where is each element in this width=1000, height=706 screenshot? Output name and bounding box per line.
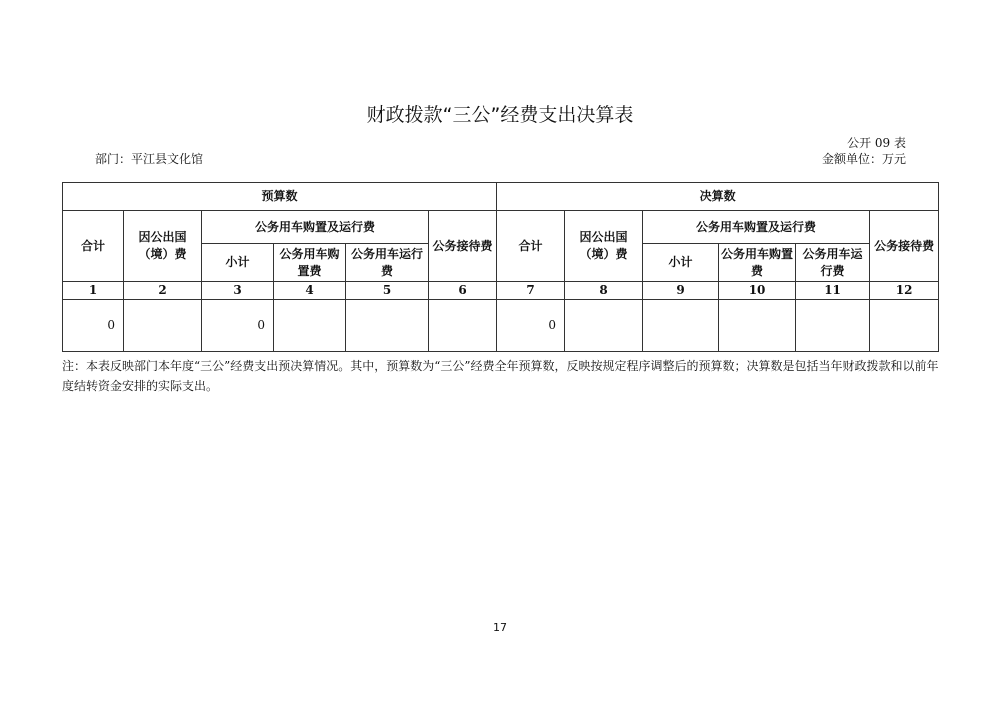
budget-vehicle-group-header: 公务用车购置及运行费 xyxy=(202,211,429,244)
department-label: 部门：平江县文化馆 xyxy=(95,152,204,166)
column-number: 10 xyxy=(719,282,796,300)
budget-vehicle-operation-header: 公务用车运行费 xyxy=(346,244,429,282)
budget-vehicle-purchase-header: 公务用车购置费 xyxy=(274,244,346,282)
column-number: 8 xyxy=(565,282,643,300)
page-title: 财政拨款“三公”经费支出决算表 xyxy=(366,104,634,126)
table-note: 注：本表反映部门本年度“三公”经费支出预决算情况。其中，预算数为“三公”经费全年预算数，反映按规定程序调整后的预算数；决算数是包括当年财政拨款和以前年度结转资金安排的实际支出。 xyxy=(62,359,939,393)
final-vehicle-purchase-value xyxy=(719,300,796,352)
final-total-value: 0 xyxy=(497,300,565,352)
budget-vehicle-operation-value xyxy=(346,300,429,352)
final-vehicle-group-header: 公务用车购置及运行费 xyxy=(643,211,870,244)
final-abroad-value xyxy=(565,300,643,352)
budget-subtotal-header: 小计 xyxy=(202,244,274,282)
form-code: 公开 09 表 xyxy=(847,136,906,150)
budget-abroad-value xyxy=(124,300,202,352)
column-number: 7 xyxy=(497,282,565,300)
column-number: 2 xyxy=(124,282,202,300)
column-number: 5 xyxy=(346,282,429,300)
three-public-expense-table xyxy=(62,182,939,352)
budget-vehicle-purchase-value xyxy=(274,300,346,352)
column-number: 6 xyxy=(429,282,497,300)
final-reception-value xyxy=(870,300,939,352)
budget-total-value: 0 xyxy=(63,300,124,352)
final-header: 决算数 xyxy=(497,183,939,211)
final-reception-header: 公务接待费 xyxy=(870,211,939,282)
final-vehicle-operation-header: 公务用车运行费 xyxy=(796,244,870,282)
final-subtotal-header: 小计 xyxy=(643,244,719,282)
final-total-header: 合计 xyxy=(497,211,565,282)
column-number: 3 xyxy=(202,282,274,300)
budget-abroad-header: 因公出国（境）费 xyxy=(124,211,202,282)
final-abroad-header: 因公出国（境）费 xyxy=(565,211,643,282)
amount-unit-label: 金额单位：万元 xyxy=(821,152,906,166)
budget-header: 预算数 xyxy=(63,183,497,211)
column-number: 1 xyxy=(63,282,124,300)
budget-total-header: 合计 xyxy=(63,211,124,282)
column-number: 12 xyxy=(870,282,939,300)
column-number: 4 xyxy=(274,282,346,300)
column-number: 9 xyxy=(643,282,719,300)
budget-reception-value xyxy=(429,300,497,352)
column-number: 11 xyxy=(796,282,870,300)
final-vehicle-operation-value xyxy=(796,300,870,352)
page-number: 17 xyxy=(493,621,507,634)
final-vehicle-purchase-header: 公务用车购置费 xyxy=(719,244,796,282)
budget-subtotal-value: 0 xyxy=(202,300,274,352)
budget-reception-header: 公务接待费 xyxy=(429,211,497,282)
final-subtotal-value xyxy=(643,300,719,352)
